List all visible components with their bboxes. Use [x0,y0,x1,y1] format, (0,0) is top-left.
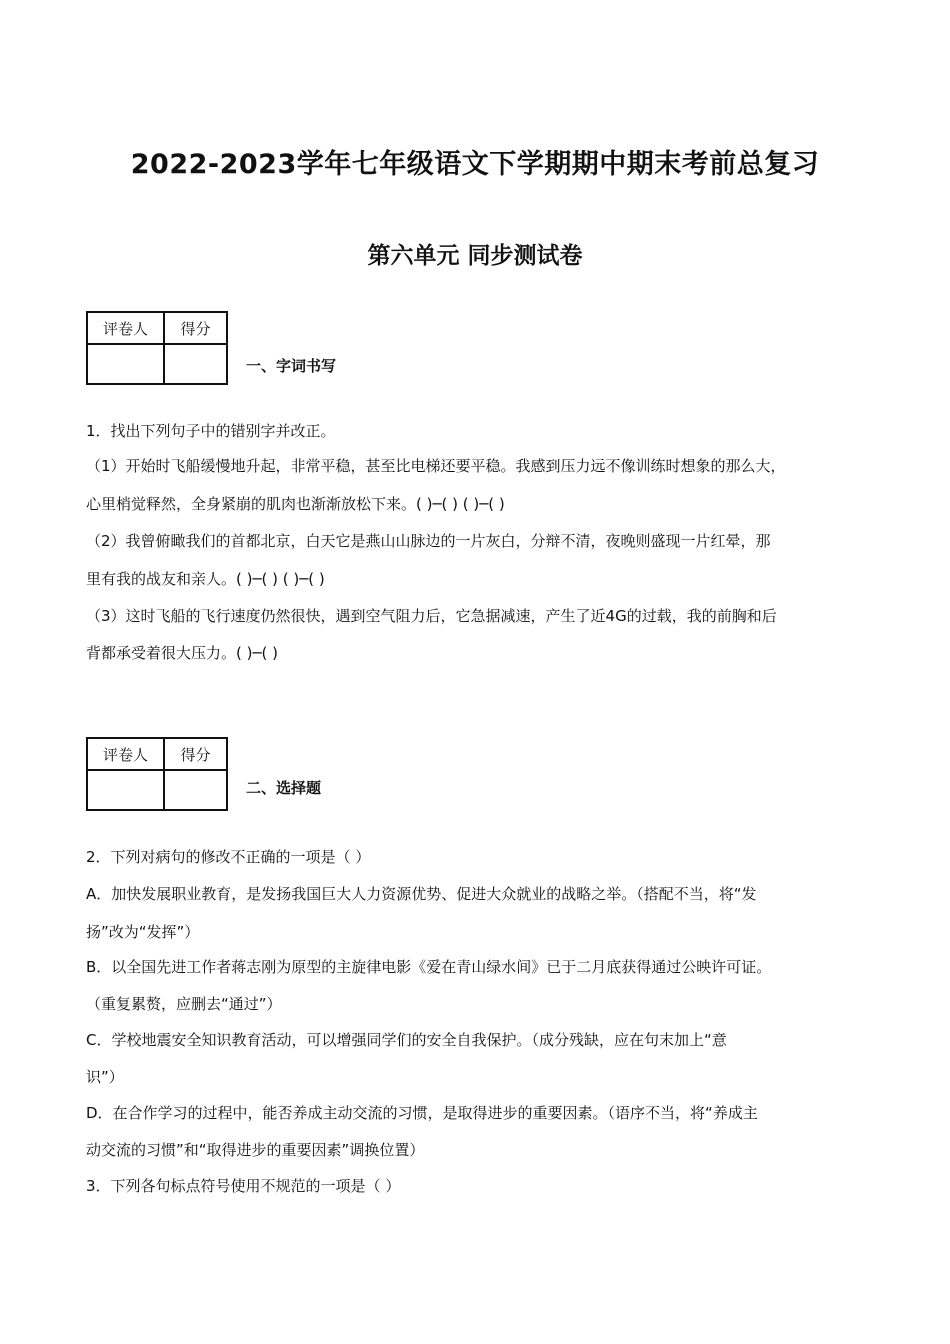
question-1: 1．找出下列句子中的错别字并改正。 [86,422,336,440]
q2-option-d-line-2: 动交流的习惯”和“取得进步的重要因素”调换位置） [86,1141,425,1159]
page-subtitle: 第六单元 同步测试卷 [367,243,583,269]
q2-option-d-line-1: D．在合作学习的过程中，能否养成主动交流的习惯，是取得进步的重要因素。（语序不当，将“养成主 [86,1104,758,1122]
score-cell[interactable] [164,344,227,384]
q1-item-2-line-2: 里有我的战友和亲人。( )─( ) ( )─( ) [86,570,325,588]
section-heading-2: 二、选择题 [246,779,322,797]
q1-item-3-line-2: 背都承受着很大压力。( )─( ) [86,644,278,662]
question-2: 2．下列对病句的修改不正确的一项是（ ） [86,848,371,866]
q1-item-2-line-1: （2）我曾俯瞰我们的首都北京，白天它是燕山山脉边的一片灰白，分辩不清，夜晚则盛现一片红晕，那 [86,532,771,550]
score-cell[interactable] [164,770,227,810]
reviewer-label: 评卷人 [87,312,164,344]
q2-option-a-line-2: 扬”改为“发挥”） [86,923,200,941]
q1-item-1-line-2: 心里梢觉释然，全身紧崩的肌肉也渐渐放松下来。( )─( ) ( )─( ) [86,495,505,513]
question-3: 3．下列各句标点符号使用不规范的一项是（ ） [86,1177,401,1195]
q1-item-3-line-1: （3）这时飞船的飞行速度仍然很快，遇到空气阻力后，它急据减速，产生了近4G的过载，我的前胸和后 [86,607,777,625]
q1-item-1-line-1: （1）开始时飞船缓慢地升起，非常平稳，甚至比电梯还要平稳。我感到压力远不像训练时想象的那么大， [86,457,786,475]
q2-option-b-line-1: B．以全国先进工作者蒋志刚为原型的主旋律电影《爱在青山绿水间》已于二月底获得通过公映许可证。 [86,958,772,976]
q2-option-b-line-2: （重复累赘，应删去“通过”） [86,995,282,1013]
section-heading-1: 一、字词书写 [246,357,337,375]
reviewer-label: 评卷人 [87,738,164,770]
q2-option-c-line-2: 识”） [86,1068,124,1086]
q2-option-a-line-1: A．加快发展职业教育，是发扬我国巨大人力资源优势、促进大众就业的战略之举。（搭配不当，将“发 [86,885,757,903]
score-label: 得分 [164,738,227,770]
score-table-2 [86,737,228,811]
q2-option-c-line-1: C．学校地震安全知识教育活动，可以增强同学们的安全自我保护。（成分残缺，应在句末加上“意 [86,1031,727,1049]
page-title: 2022-2023学年七年级语文下学期期中期末考前总复习 [130,149,820,180]
score-label: 得分 [164,312,227,344]
reviewer-cell[interactable] [87,770,164,810]
score-table-1 [86,311,228,385]
reviewer-cell[interactable] [87,344,164,384]
